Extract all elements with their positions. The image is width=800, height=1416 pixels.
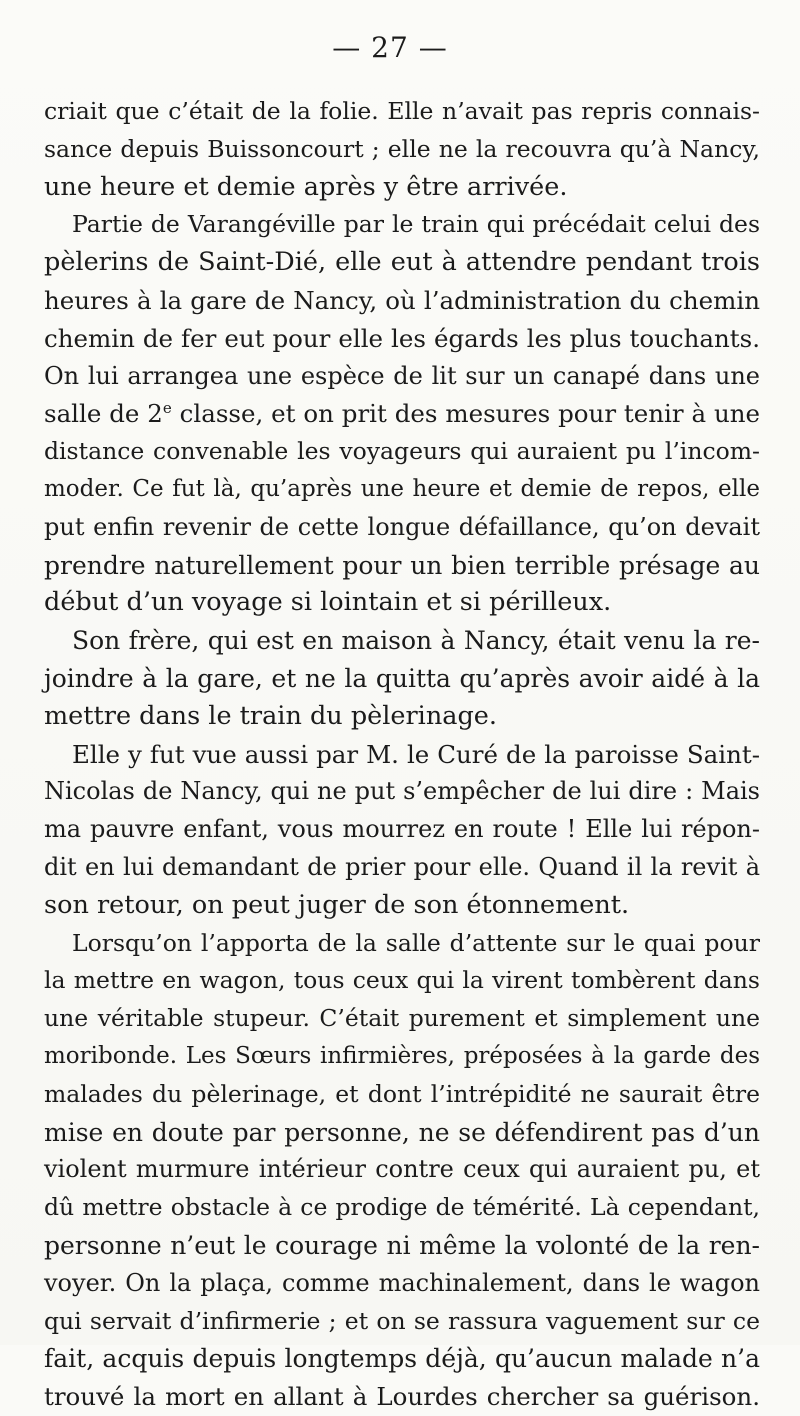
text-line: On lui arrangea une espèce de lit sur un canapé dans une: [44, 361, 760, 390]
text-line: voyer. On la plaça, comme machinalement, dans le wagon: [44, 1268, 760, 1297]
text-line: dit en lui demandant de prier pour elle. Quand il la revit à: [44, 852, 760, 881]
text-line: la mettre en wagon, tous ceux qui la virent tombèrent dans: [44, 966, 760, 995]
text-line: heures à la gare de Nancy, où l’administration du chemin: [44, 285, 760, 315]
text-line: Elle y fut vue aussi par M. le Curé de la paroisse Saint-: [72, 739, 760, 769]
text-line: trouvé la mort en allant à Lourdes chercher sa guérison.: [44, 1382, 760, 1412]
text-line: mise en doute par personne, ne se défendirent pas d’un: [44, 1117, 760, 1147]
text-line: une véritable stupeur. C’était purement et simplement une: [44, 1004, 760, 1033]
text-fragment: salle de 2: [44, 399, 163, 429]
text-line: distance convenable les voyageurs qui auraient pu l’incom-: [44, 437, 760, 466]
superscript: e: [162, 399, 172, 418]
text-line: criait que c’était de la folie. Elle n’avait pas repris connais-: [44, 97, 760, 125]
text-line: sance depuis Buissoncourt ; elle ne la recouvra qu’à Nancy,: [44, 134, 760, 163]
text-line: [44, 395, 760, 433]
text-line: Nicolas de Nancy, qui ne put s’empêcher de lui dire : Mais: [44, 777, 760, 806]
text-line: chemin de fer eut pour elle les égards les plus touchants.: [44, 323, 760, 353]
text-line: dû mettre obstacle à ce prodige de témérité. Là cependant,: [44, 1193, 760, 1222]
text-line: une heure et demie après y être arrivée.: [44, 171, 568, 202]
body-text: [44, 93, 760, 1416]
text-line: début d’un voyage si lointain et si périlleux.: [44, 587, 612, 618]
text-line: Son frère, qui est en maison à Nancy, était venu la re-: [72, 626, 760, 656]
text-line: qui servait d’infirmerie ; et on se rassura vaguement sur ce: [44, 1306, 760, 1335]
text-line: fait, acquis depuis longtemps déjà, qu’aucun malade n’a: [44, 1344, 760, 1374]
text-line: put enfin revenir de cette longue défaillance, qu’on devait: [44, 512, 760, 541]
text-line: mettre dans le train du pèlerinage.: [44, 700, 497, 731]
text-line: personne n’eut le courage ni même la volonté de la ren-: [44, 1230, 760, 1260]
text-line: Lorsqu’on l’apporta de la salle d’attente sur le quai pour: [72, 928, 760, 957]
text-line: malades du pèlerinage, et dont l’intrépidité ne saurait être: [44, 1079, 760, 1108]
text-line: moder. Ce fut là, qu’après une heure et demie de repos, elle: [44, 475, 760, 502]
text-line: Partie de Varangéville par le train qui précédait celui des: [72, 210, 760, 239]
text-line: joindre à la gare, et ne la quitta qu’après avoir aidé à la: [44, 663, 760, 693]
text-line: son retour, on peut juger de son étonnement.: [44, 889, 630, 920]
text-line: pèlerins de Saint-Dié, elle eut à attendre pendant trois: [44, 247, 760, 278]
text-line: violent murmure intérieur contre ceux qui auraient pu, et: [44, 1155, 760, 1184]
page-number: — 27 —: [332, 31, 448, 64]
text-line: prendre naturellement pour un bien terrible présage au: [44, 550, 760, 580]
text-line: ma pauvre enfant, vous mourrez en route ! Elle lui répon-: [44, 815, 760, 844]
text-line: moribonde. Les Sœurs infirmières, préposées à la garde des: [44, 1042, 760, 1069]
text-fragment: classe, et on prit des mesures pour tenir à une: [171, 399, 760, 429]
